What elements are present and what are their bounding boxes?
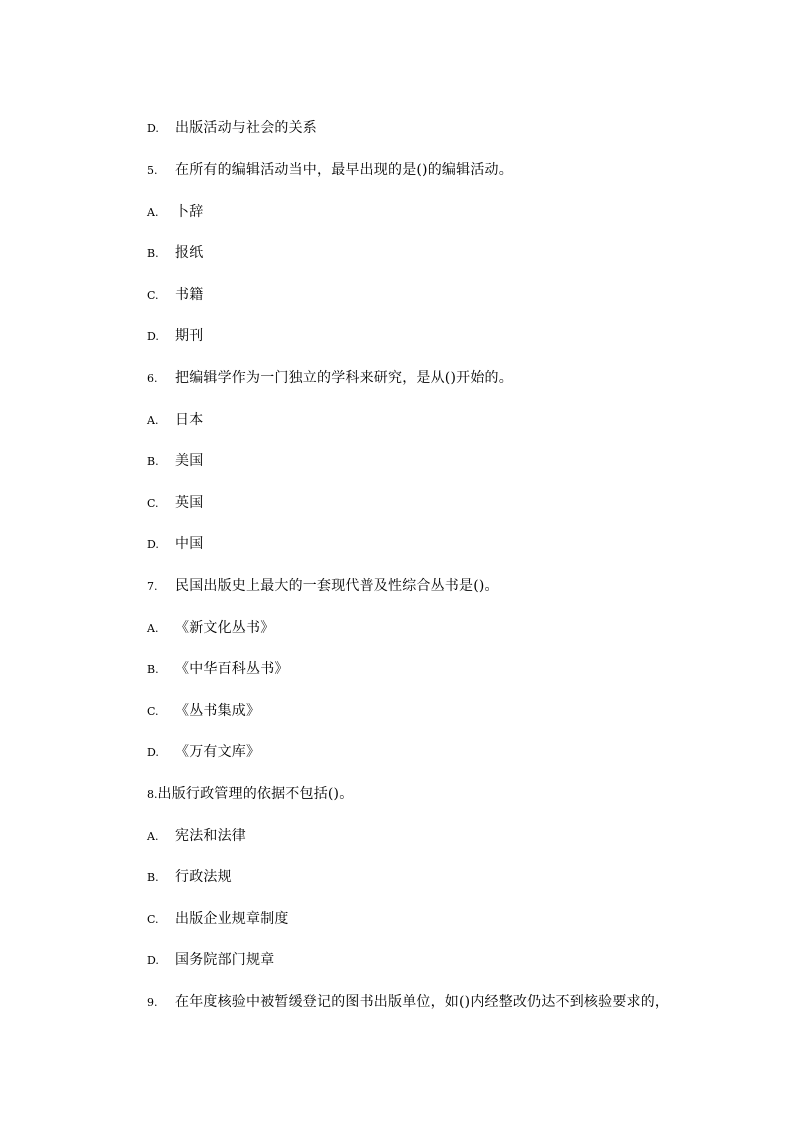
option-text: 《中华百科丛书》 xyxy=(175,661,289,677)
option-text: 书籍 xyxy=(175,287,204,303)
option-line xyxy=(147,826,246,846)
option-line xyxy=(147,742,260,762)
question-number: 6. xyxy=(147,372,158,385)
option-label: A. xyxy=(147,830,159,843)
option-text: 《丛书集成》 xyxy=(175,703,261,719)
option-label: D. xyxy=(147,954,159,967)
question-line xyxy=(147,576,499,596)
option-label: A. xyxy=(147,622,159,635)
option-label: A. xyxy=(147,206,159,219)
option-text: 卜辞 xyxy=(175,204,204,220)
option-text: 出版企业规章制度 xyxy=(175,911,289,927)
option-text: 宪法和法律 xyxy=(175,828,246,844)
option-text: 《新文化丛书》 xyxy=(175,620,275,636)
option-label: C. xyxy=(147,705,159,718)
option-label: B. xyxy=(147,247,159,260)
option-line xyxy=(147,202,203,222)
option-line xyxy=(147,410,203,430)
question-text: 在所有的编辑活动当中，最早出现的是()的编辑活动。 xyxy=(175,162,513,178)
option-line xyxy=(147,618,274,638)
option-label: C. xyxy=(147,913,159,926)
question-line xyxy=(147,160,513,180)
question-line xyxy=(147,368,513,388)
question-number: 7. xyxy=(147,580,158,593)
option-line xyxy=(147,701,260,721)
option-label: B. xyxy=(147,663,159,676)
option-label: D. xyxy=(147,122,159,135)
option-label: D. xyxy=(147,746,159,759)
option-text: 英国 xyxy=(175,495,204,511)
option-text: 出版活动与社会的关系 xyxy=(175,120,317,136)
option-line xyxy=(147,451,203,471)
question-text: 把编辑学作为一门独立的学科来研究，是从()开始的。 xyxy=(175,370,513,386)
option-line xyxy=(147,118,317,138)
question-line xyxy=(147,784,353,804)
option-text: 美国 xyxy=(175,453,204,469)
option-line xyxy=(147,326,203,346)
option-line xyxy=(147,659,289,679)
option-text: 《万有文库》 xyxy=(175,744,261,760)
option-line xyxy=(147,867,232,887)
option-label: A. xyxy=(147,414,159,427)
option-text: 期刊 xyxy=(175,328,204,344)
option-text: 中国 xyxy=(175,536,204,552)
question-number: 8. xyxy=(147,788,158,801)
question-text: 在年度核验中被暂缓登记的图书出版单位，如()内经整改仍达不到核验要求的， xyxy=(175,994,670,1010)
option-text: 日本 xyxy=(175,412,204,428)
option-text: 行政法规 xyxy=(175,869,232,885)
question-text: 民国出版史上最大的一套现代普及性综合丛书是()。 xyxy=(175,578,499,594)
question-text: 出版行政管理的依据不包括()。 xyxy=(157,786,354,802)
option-label: B. xyxy=(147,871,159,884)
option-text: 报纸 xyxy=(175,245,204,261)
question-number: 9. xyxy=(147,996,158,1009)
question-number: 5. xyxy=(147,164,158,177)
option-line xyxy=(147,493,203,513)
option-label: C. xyxy=(147,497,159,510)
option-line xyxy=(147,285,203,305)
option-line xyxy=(147,243,203,263)
option-label: B. xyxy=(147,455,159,468)
option-label: D. xyxy=(147,538,159,551)
option-text: 国务院部门规章 xyxy=(175,952,275,968)
option-line xyxy=(147,534,203,554)
option-line xyxy=(147,950,274,970)
option-line xyxy=(147,909,289,929)
option-label: D. xyxy=(147,330,159,343)
option-label: C. xyxy=(147,289,159,302)
question-line xyxy=(147,992,669,1012)
